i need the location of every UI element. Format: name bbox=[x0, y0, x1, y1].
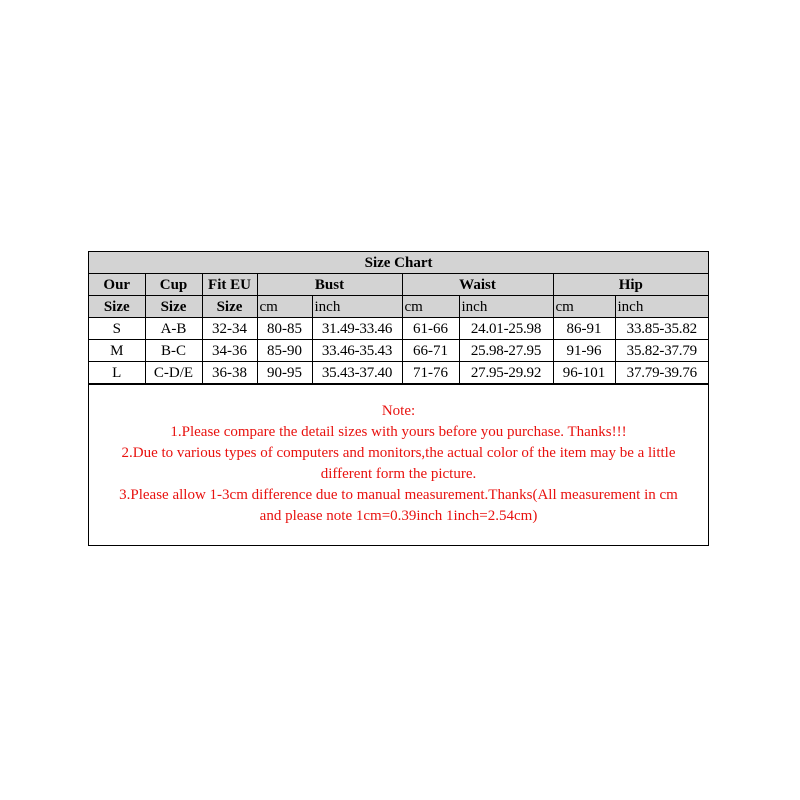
cell-fit-eu: 34-36 bbox=[202, 340, 257, 362]
note-heading: Note: bbox=[381, 403, 416, 419]
cell-bust-cm: 85-90 bbox=[257, 340, 312, 362]
note-line: and please note 1cm=0.39inch 1inch=2.54cm) bbox=[259, 508, 538, 524]
cell-waist-cm: 66-71 bbox=[402, 340, 459, 362]
cell-hip-cm: 86-91 bbox=[553, 318, 615, 340]
header-hip: Hip bbox=[553, 274, 708, 296]
unit-waist-inch: inch bbox=[459, 296, 553, 318]
note-line: different form the picture. bbox=[320, 466, 477, 482]
cell-fit-eu: 32-34 bbox=[202, 318, 257, 340]
table-row bbox=[89, 318, 708, 340]
title-row bbox=[89, 252, 708, 274]
unit-hip-cm: cm bbox=[553, 296, 615, 318]
unit-hip-inch: inch bbox=[615, 296, 708, 318]
cell-cup-size: C-D/E bbox=[145, 362, 202, 384]
cell-cup-size: B-C bbox=[145, 340, 202, 362]
header-cup-size: Size bbox=[145, 296, 202, 318]
header-cup: Cup bbox=[145, 274, 202, 296]
note-line: 1.Please compare the detail sizes with yours before you purchase. Thanks!!! bbox=[170, 424, 627, 440]
table-row bbox=[89, 340, 708, 362]
chart-title: Size Chart bbox=[89, 252, 708, 274]
header-row-2 bbox=[89, 296, 708, 318]
cell-waist-inch: 27.95-29.92 bbox=[459, 362, 553, 384]
unit-bust-inch: inch bbox=[312, 296, 402, 318]
header-bust: Bust bbox=[257, 274, 402, 296]
cell-hip-cm: 91-96 bbox=[553, 340, 615, 362]
header-row-1 bbox=[89, 274, 708, 296]
header-fit-size: Size bbox=[202, 296, 257, 318]
notes-section bbox=[89, 384, 708, 545]
cell-waist-inch: 24.01-25.98 bbox=[459, 318, 553, 340]
cell-our-size: M bbox=[89, 340, 145, 362]
header-our: Our bbox=[89, 274, 145, 296]
cell-bust-inch: 31.49-33.46 bbox=[312, 318, 402, 340]
unit-waist-cm: cm bbox=[402, 296, 459, 318]
table-row bbox=[89, 362, 708, 384]
cell-fit-eu: 36-38 bbox=[202, 362, 257, 384]
cell-hip-inch: 35.82-37.79 bbox=[615, 340, 708, 362]
cell-hip-inch: 33.85-35.82 bbox=[615, 318, 708, 340]
header-fit-eu: Fit EU bbox=[202, 274, 257, 296]
cell-waist-cm: 61-66 bbox=[402, 318, 459, 340]
note-line: 2.Due to various types of computers and monitors,the actual color of the item may be a little bbox=[121, 445, 676, 461]
cell-waist-cm: 71-76 bbox=[402, 362, 459, 384]
cell-our-size: L bbox=[89, 362, 145, 384]
cell-hip-cm: 96-101 bbox=[553, 362, 615, 384]
size-table bbox=[89, 252, 708, 384]
cell-hip-inch: 37.79-39.76 bbox=[615, 362, 708, 384]
cell-bust-cm: 80-85 bbox=[257, 318, 312, 340]
cell-waist-inch: 25.98-27.95 bbox=[459, 340, 553, 362]
cell-our-size: S bbox=[89, 318, 145, 340]
cell-cup-size: A-B bbox=[145, 318, 202, 340]
cell-bust-inch: 33.46-35.43 bbox=[312, 340, 402, 362]
size-chart bbox=[88, 251, 709, 546]
unit-bust-cm: cm bbox=[257, 296, 312, 318]
header-our-size: Size bbox=[89, 296, 145, 318]
cell-bust-inch: 35.43-37.40 bbox=[312, 362, 402, 384]
header-waist: Waist bbox=[402, 274, 553, 296]
note-line: 3.Please allow 1-3cm difference due to manual measurement.Thanks(All measurement in cm bbox=[119, 487, 678, 503]
cell-bust-cm: 90-95 bbox=[257, 362, 312, 384]
